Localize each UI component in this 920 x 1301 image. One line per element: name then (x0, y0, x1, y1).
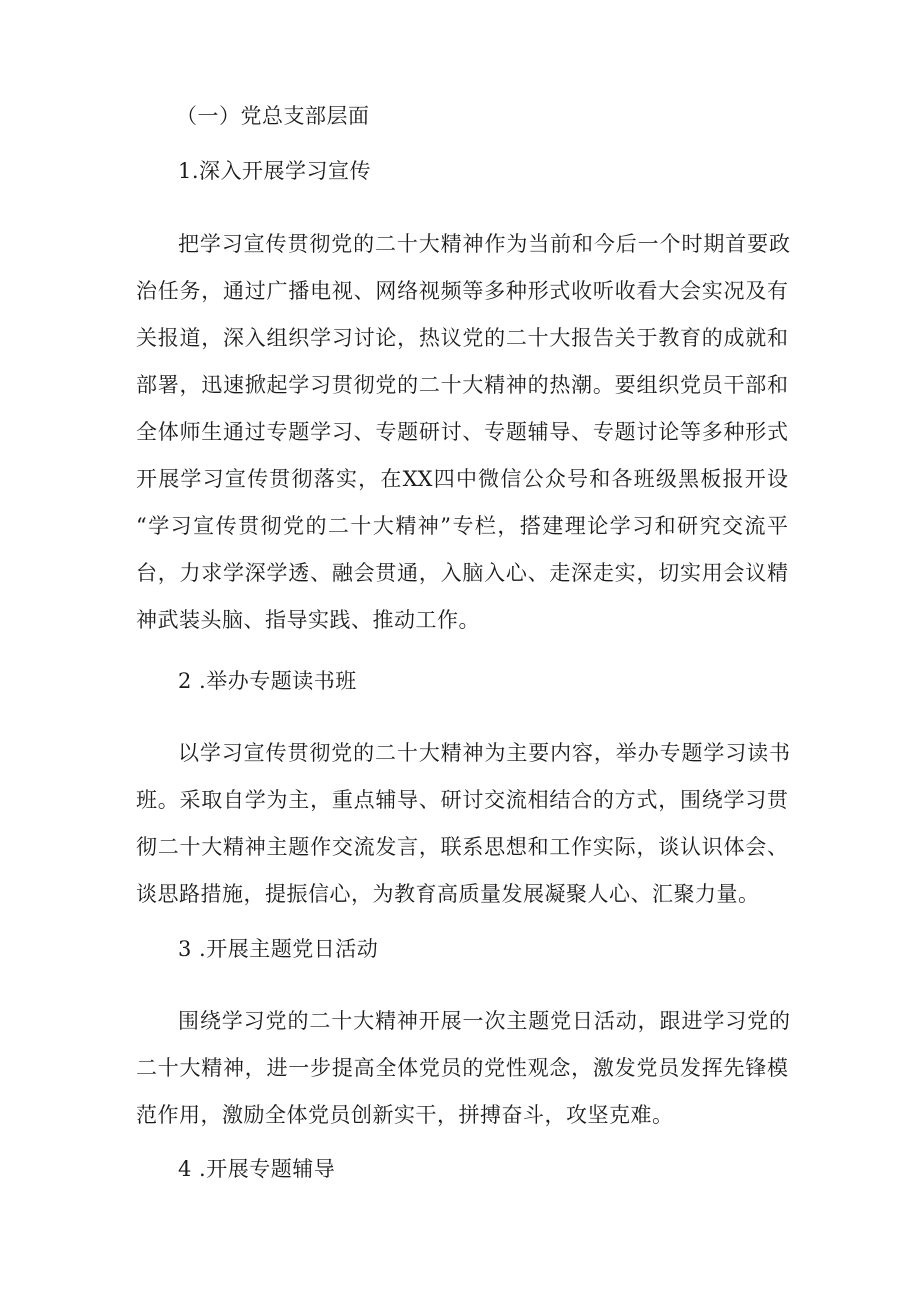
paragraph-line: 关报道，深入组织学习讨论，热议党的二十大报告关于教育的成就和 (136, 326, 788, 350)
paragraph-line: 把学习宣传贯彻党的二十大精神作为当前和今后一个时期首要政 (178, 232, 790, 256)
paragraph-line: 以学习宣传贯彻党的二十大精神为主要内容，举办专题学习读书 (178, 741, 790, 765)
item-heading-4: 4 .开展专题辅导 (178, 1157, 336, 1181)
paragraph-line: 开展学习宣传贯彻落实，在XX四中微信公众号和各班级黑板报开设 (136, 467, 788, 491)
item-heading-3: 3 .开展主题党日活动 (178, 937, 379, 961)
paragraph-line: 神武装头脑、指导实践、推动工作。 (136, 608, 480, 632)
paragraph-line: 台，力求学深学透、融会贯通，入脑入心、走深走实，切实用会议精 (136, 561, 788, 585)
paragraph-line: 范作用，激励全体党员创新实干，拼搏奋斗，攻坚克难。 (136, 1103, 674, 1127)
item-heading-1: 1.深入开展学习宣传 (178, 159, 372, 183)
paragraph-line: 全体师生通过专题学习、专题研讨、专题辅导、专题讨论等多种形式 (136, 420, 788, 444)
paragraph-line: 二十大精神，进一步提高全体党员的党性观念，激发党员发挥先锋模 (136, 1056, 788, 1080)
item-heading-2: 2 .举办专题读书班 (178, 669, 357, 693)
section-heading: （一）党总支部层面 (176, 104, 370, 128)
paragraph-line: 围绕学习党的二十大精神开展一次主题党日活动，跟进学习党的 (178, 1009, 790, 1033)
paragraph-line: 班。采取自学为主，重点辅导、研讨交流相结合的方式，围绕学习贯 (136, 788, 788, 812)
paragraph-line: 谈思路措施，提振信心，为教育高质量发展凝聚人心、汇聚力量。 (136, 882, 760, 906)
paragraph-line: 彻二十大精神主题作交流发言，联系思想和工作实际，谈认识体会、 (136, 835, 788, 859)
paragraph-line: 治任务，通过广播电视、网络视频等多种形式收听收看大会实况及有 (136, 279, 788, 303)
paragraph-line: “学习宣传贯彻党的二十大精神”专栏，搭建理论学习和研究交流平 (136, 514, 788, 538)
paragraph-line: 部署，迅速掀起学习贯彻党的二十大精神的热潮。要组织党员干部和 (136, 373, 788, 397)
